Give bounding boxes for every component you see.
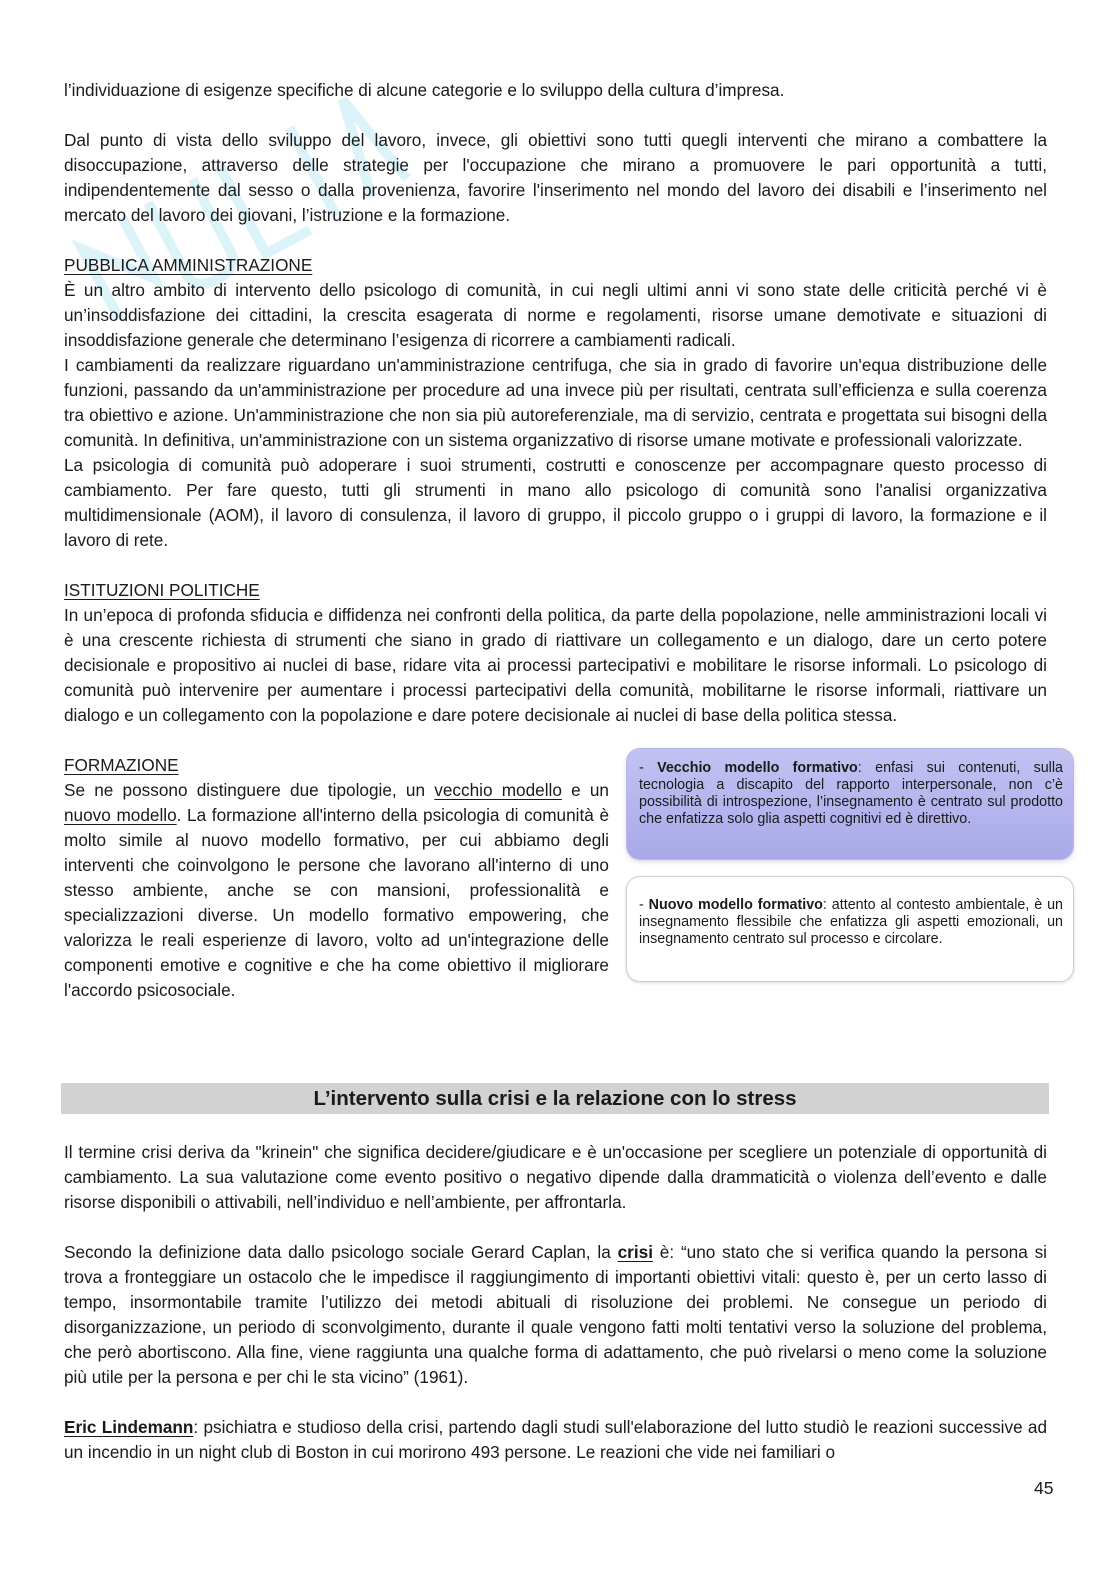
paragraph-pubblica-2: I cambiamenti da realizzare riguardano un'amministrazione centrifuga, che sia in grado di favorire un'equa distribuzione delle funzioni, passando da un'amministrazione per procedure ad una invece più per risultati, centrata sull’efficienza e sulla coerenza tra obiettivo e azione. Un'amministrazione che non sia più autoreferenziale, ma di servizio, centrata e progettata sui bisogni della comunità. In definitiva, un'amministrazione con un sistema organizzativo di risorse umane motivate e professionali valorizzate. bbox=[64, 355, 1047, 450]
page-content bbox=[64, 78, 1064, 1003]
page-number: 45 bbox=[1034, 1478, 1054, 1498]
paragraph-formazione: Se ne possono distinguere due tipologie, un vecchio modello e un nuovo modello. La formazione all'interno della psicologia di comunità è molto simile al nuovo modello formativo, per cui abbiamo degli interventi che coinvolgono le persone che lavorano all'interno di uno stesso ambiente, anche se con mansioni, professionalità e specializzazioni diverse. Un modello formativo empowering, che valorizza le reali esperienze di lavoro, volto ad un'integrazione delle componenti emotive e cognitive e che ha come obiettivo il migliorare l'accordo psicosociale. bbox=[64, 780, 610, 1000]
formazione-section bbox=[64, 753, 1064, 1003]
paragraph-lindemann: Eric Lindemann: psichiatra e studioso della crisi, partendo dagli studi sull'elaborazione del lutto studiò le reazioni successive ad un incendio in un night club di Boston in cui morirono 493 persone. Le reazioni che vide nei familiari o bbox=[64, 1417, 1048, 1462]
name-lindemann: Eric Lindemann bbox=[64, 1417, 194, 1437]
paragraph-pubblica-3: La psicologia di comunità può adoperare i suoi strumenti, costrutti e conoscenze per accompagnare questo processo di cambiamento. Per fare questo, tutti gli strumenti in mano allo psicologo di comunità sono l'analisi organizzativa multidimensionale (AOM), il lavoro di consulenza, il lavoro di gruppo, il piccolo gruppo o i gruppi di lavoro, la formazione e il lavoro di rete. bbox=[64, 455, 1047, 550]
paragraph-sviluppo-lavoro: Dal punto di vista dello sviluppo del lavoro, invece, gli obiettivi sono tutti quegli interventi che mirano a combattere la disoccupazione, attraverso delle strategie per l'occupazione che mirano a promuovere le pari opportunità a tutti, indipendentemente dal sesso o dalla provenienza, favorire l'inserimento nel mondo del lavoro dei disabili e l’inserimento nel mercato del lavoro dei giovani, l’istruzione e la formazione. bbox=[64, 130, 1047, 225]
box-vecchio-modello: - Vecchio modello formativo: enfasi sui contenuti, sulla tecnologia a discapito del rapporto interpersonale, non c’è possibilità di introspezione, l’insegnamento è centrato sul prodotto che enfatizza solo glia aspetti cognitivi ed è direttivo. bbox=[626, 748, 1074, 860]
paragraph-istituzioni: In un’epoca di profonda sfiducia e diffidenza nei confronti della politica, da parte della popolazione, nelle amministrazioni locali vi è una crescente richiesta di strumenti che siano in grado di riattivare un collegamento e un dialogo, dare un certo potere decisionale e propositivo ai nuclei di base, ridare vita ai processi partecipativi e mobilitare le risorse informali. Lo psicologo di comunità può intervenire per aumentare i processi partecipativi della comunità, mobilitarne le risorse informali, riattivare un dialogo e un collegamento con la popolazione e dare potere decisionale ai nuclei di base della politica stessa. bbox=[64, 605, 1047, 725]
link-nuovo-modello: nuovo modello bbox=[64, 805, 177, 825]
term-crisi: crisi bbox=[617, 1242, 653, 1262]
box-nuovo-title: Nuovo modello formativo bbox=[648, 897, 823, 913]
heading-formazione: FORMAZIONE bbox=[64, 755, 179, 775]
heading-istituzioni-politiche: ISTITUZIONI POLITICHE bbox=[64, 580, 260, 600]
box-nuovo-modello: - Nuovo modello formativo: attento al contesto ambientale, è un insegnamento flessibile che enfatizza gli aspetti emozionali, un insegnamento centrato sul processo e circolare. bbox=[626, 876, 1074, 982]
heading-pubblica-amministrazione: PUBBLICA AMMINISTRAZIONE bbox=[64, 255, 313, 275]
crisi-content bbox=[64, 1140, 1047, 1465]
paragraph-crisi-caplan: Secondo la definizione data dallo psicologo sociale Gerard Caplan, la crisi è: “uno stato che si verifica quando la persona si trova a fronteggiare un ostacolo che le impedisce il raggiungimento di importanti obiettivi vitali: questo è, per un certo lasso di tempo, insormontabile tramite l’utilizzo dei metodi abituali di risoluzione dei problemi. Ne consegue un periodo di disorganizzazione, un periodo di sconvolgimento, durante il quale vengono fatti molti tentativi verso la soluzione del problema, che però abortiscono. Alla fine, viene raggiunta una qualche forma di adattamento, che può rivelarsi o meno come la soluzione più utile per la persona e per chi le sta vicino” (1961). bbox=[64, 1242, 1047, 1387]
box-vecchio-title: Vecchio modello formativo bbox=[657, 760, 858, 776]
link-vecchio-modello: vecchio modello bbox=[434, 780, 562, 800]
paragraph-pubblica-1: È un altro ambito di intervento dello psicologo di comunità, in cui negli ultimi anni vi sono state delle criticità perché vi è un’insoddisfazione dei cittadini, la crescita esagerata di norme e regolamenti, risorse umane demotivate e situazioni di insoddisfazione generale che determinano l’esigenza di ricorrere a cambiamenti radicali. bbox=[64, 280, 1047, 350]
section-title-banner: L’intervento sulla crisi e la relazione con lo stress bbox=[61, 1083, 1049, 1114]
paragraph-crisi-1: Il termine crisi deriva da "krinein" che significa decidere/giudicare e è un'occasione per scegliere un potenziale di opportunità di cambiamento. La sua valutazione come evento positivo o negativo dipende dalla drammaticità o violenza dell’evento e dalle risorse disponibili o attivabili, nell’individuo e nell’ambiente, per affrontarla. bbox=[64, 1142, 1047, 1212]
paragraph-impresa: l’individuazione di esigenze specifiche di alcune categorie e lo sviluppo della cultura d’impresa. bbox=[64, 80, 785, 100]
